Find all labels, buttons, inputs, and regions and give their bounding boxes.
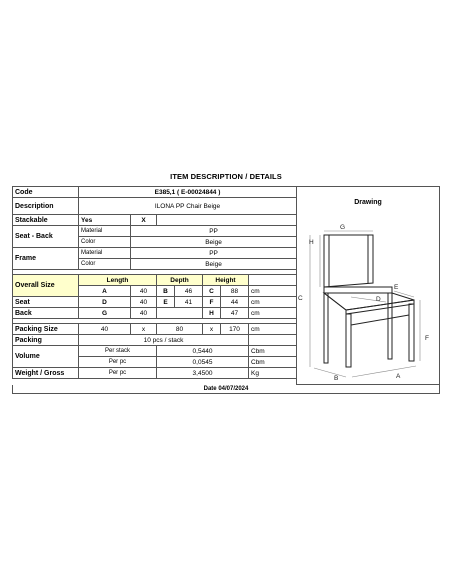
weight-value: 3,4500 (157, 368, 249, 379)
weight-row (13, 368, 297, 379)
packing-label: Packing (13, 335, 79, 346)
dim-label-d: D (376, 296, 381, 303)
seat-f-value: 44 (221, 297, 249, 308)
volume-per-stack-unit: Cbm (249, 346, 297, 357)
description-row (13, 198, 297, 215)
back-h-value: 47 (221, 308, 249, 319)
packing-value: 10 pcs / stack (79, 335, 249, 346)
seat-unit: cm (249, 297, 297, 308)
weight-per-pc-label: Per pc (79, 368, 157, 379)
packing-size-x2: x (203, 324, 221, 335)
seat-back-color-label: Color (79, 237, 131, 248)
back-g-letter: G (79, 308, 131, 319)
spec-table (12, 186, 297, 379)
seat-f-letter: F (203, 297, 221, 308)
volume-per-pc-label: Per pc (79, 357, 157, 368)
dimension-lines (310, 231, 420, 377)
dim-label-a: A (396, 373, 401, 380)
packing-size-length: 40 (79, 324, 131, 335)
overall-size-header-row (13, 275, 297, 286)
seat-back-material-row (13, 226, 297, 237)
overall-a-value: 40 (131, 286, 157, 297)
date-footer: Date 04/07/2024 (12, 385, 440, 394)
code-label: Code (13, 187, 79, 198)
drawing-label: Drawing (354, 199, 382, 206)
chair-outline (324, 235, 414, 367)
packing-size-unit: cm (249, 324, 297, 335)
back-unit: cm (249, 308, 297, 319)
back-g-value: 40 (131, 308, 157, 319)
overall-b-letter: B (157, 286, 175, 297)
chair-leg (409, 304, 414, 361)
seat-label: Seat (13, 297, 79, 308)
overall-a-letter: A (79, 286, 131, 297)
dim-label-g: G (340, 224, 346, 231)
seat-back-label: Seat - Back (13, 226, 79, 248)
chair-back-shape (324, 235, 373, 287)
packing-size-label: Packing Size (13, 324, 79, 335)
chair-leg (346, 314, 351, 367)
stackable-row (13, 215, 297, 226)
overall-c-letter: C (203, 286, 221, 297)
code-value: E385,1 ( E-00024844 ) (79, 187, 297, 198)
seat-d-letter: D (79, 297, 131, 308)
seat-row (13, 297, 297, 308)
seat-d-value: 40 (131, 297, 157, 308)
length-header: Length (79, 275, 157, 286)
dim-label-b: B (334, 375, 339, 382)
frame-color-value: Beige (131, 259, 297, 270)
frame-material-label: Material (79, 248, 131, 259)
code-row (13, 187, 297, 198)
packing-size-height: 170 (221, 324, 249, 335)
document-title: ITEM DESCRIPTION / DETAILS (170, 172, 282, 181)
volume-per-stack-value: 0,5440 (157, 346, 249, 357)
volume-per-stack-row (13, 346, 297, 357)
frame-label: Frame (13, 248, 79, 270)
dim-label-f: F (425, 335, 429, 342)
packing-size-row (13, 324, 297, 335)
packing-size-width: 80 (157, 324, 203, 335)
volume-per-stack-label: Per stack (79, 346, 157, 357)
frame-material-value: PP (131, 248, 297, 259)
volume-per-pc-value: 0,0545 (157, 357, 249, 368)
description-label: Description (13, 198, 79, 215)
overall-c-value: 88 (221, 286, 249, 297)
seat-back-color-value: Beige (131, 237, 297, 248)
dim-label-h: H (309, 239, 314, 246)
stackable-mark: X (131, 215, 157, 226)
dim-label-e: E (394, 284, 399, 291)
packing-row (13, 335, 297, 346)
stackable-label: Stackable (13, 215, 79, 226)
seat-e-value: 41 (175, 297, 203, 308)
packing-size-x1: x (131, 324, 157, 335)
stackable-value: Yes (79, 215, 131, 226)
back-row (13, 308, 297, 319)
dim-label-c: C (298, 295, 303, 302)
seat-back-material-value: PP (131, 226, 297, 237)
frame-color-label: Color (79, 259, 131, 270)
volume-per-pc-unit: Cbm (249, 357, 297, 368)
weight-unit: Kg (249, 368, 297, 379)
seat-e-letter: E (157, 297, 175, 308)
back-label: Back (13, 308, 79, 319)
weight-label: Weight / Gross (13, 368, 79, 379)
volume-label: Volume (13, 346, 79, 368)
chair-leg (324, 293, 328, 363)
frame-material-row (13, 248, 297, 259)
chair-drawing (296, 220, 440, 385)
back-h-letter: H (203, 308, 221, 319)
description-value: ILONA PP Chair Beige (79, 198, 297, 215)
overall-unit: cm (249, 286, 297, 297)
height-header: Height (203, 275, 249, 286)
overall-size-label: Overall Size (13, 275, 79, 297)
overall-b-value: 46 (175, 286, 203, 297)
seat-back-material-label: Material (79, 226, 131, 237)
depth-header: Depth (157, 275, 203, 286)
